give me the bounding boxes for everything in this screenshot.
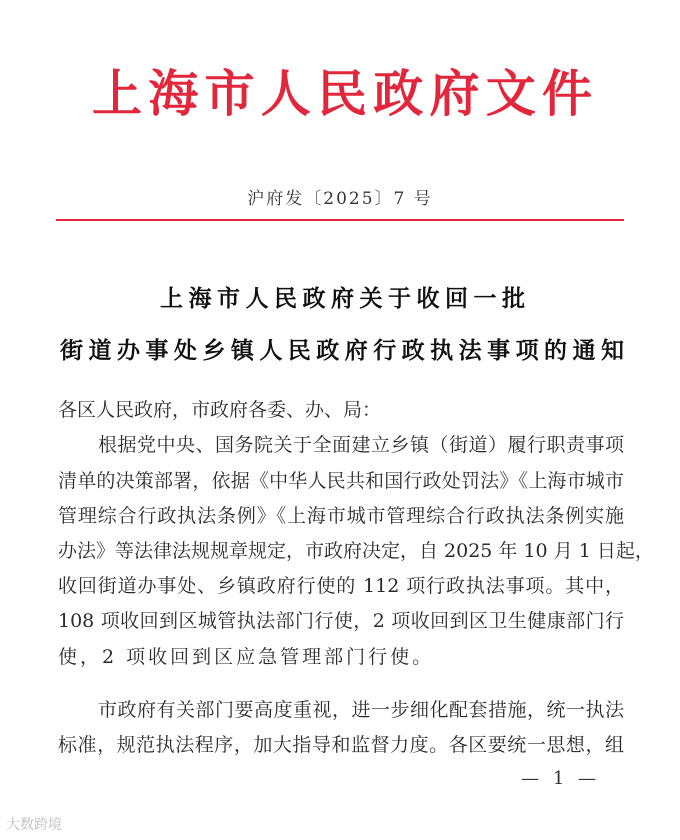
paragraph-line: 108 项收回到区城管执法部门行使，2 项收回到区卫生健康部门行 bbox=[58, 610, 624, 632]
salutation: 各区人民政府，市政府各委、办、局： bbox=[58, 399, 382, 421]
paragraph-line: 市政府有关部门要高度重视，进一步细化配套措施，统一执法 bbox=[98, 699, 624, 721]
paragraph-line: 管理综合行政执法条例》《上海市城市管理综合行政执法条例实施 bbox=[58, 505, 624, 527]
paragraph-line: 收回街道办事处、乡镇政府行使的 112 项行政执法事项。其中， bbox=[58, 575, 624, 597]
heading-line-1: 上海市人民政府关于收回一批 bbox=[160, 285, 525, 312]
paragraph-line: 根据党中央、国务院关于全面建立乡镇（街道）履行职责事项 bbox=[98, 434, 624, 456]
heading-line-2: 街道办事处乡镇人民政府行政执法事项的通知 bbox=[60, 337, 624, 364]
watermark: 大数跨境 bbox=[6, 817, 62, 833]
paragraph-line: 使，2 项收回到区应急管理部门行使。 bbox=[58, 646, 435, 668]
page-number: — 1 — bbox=[521, 768, 600, 789]
document-number: 沪府发〔2025〕7 号 bbox=[247, 189, 433, 209]
paragraph-line: 清单的决策部署，依据《中华人民共和国行政处罚法》《上海市城市 bbox=[58, 470, 624, 492]
paragraph-line: 办法》等法律法规规章规定，市政府决定，自 2025 年 10 月 1 日起， bbox=[58, 540, 654, 562]
paragraph-line: 标准，规范执法程序，加大指导和监督力度。各区要统一思想，组 bbox=[58, 734, 624, 756]
document-title: 上海市人民政府文件 bbox=[92, 64, 592, 123]
red-divider bbox=[56, 219, 624, 221]
